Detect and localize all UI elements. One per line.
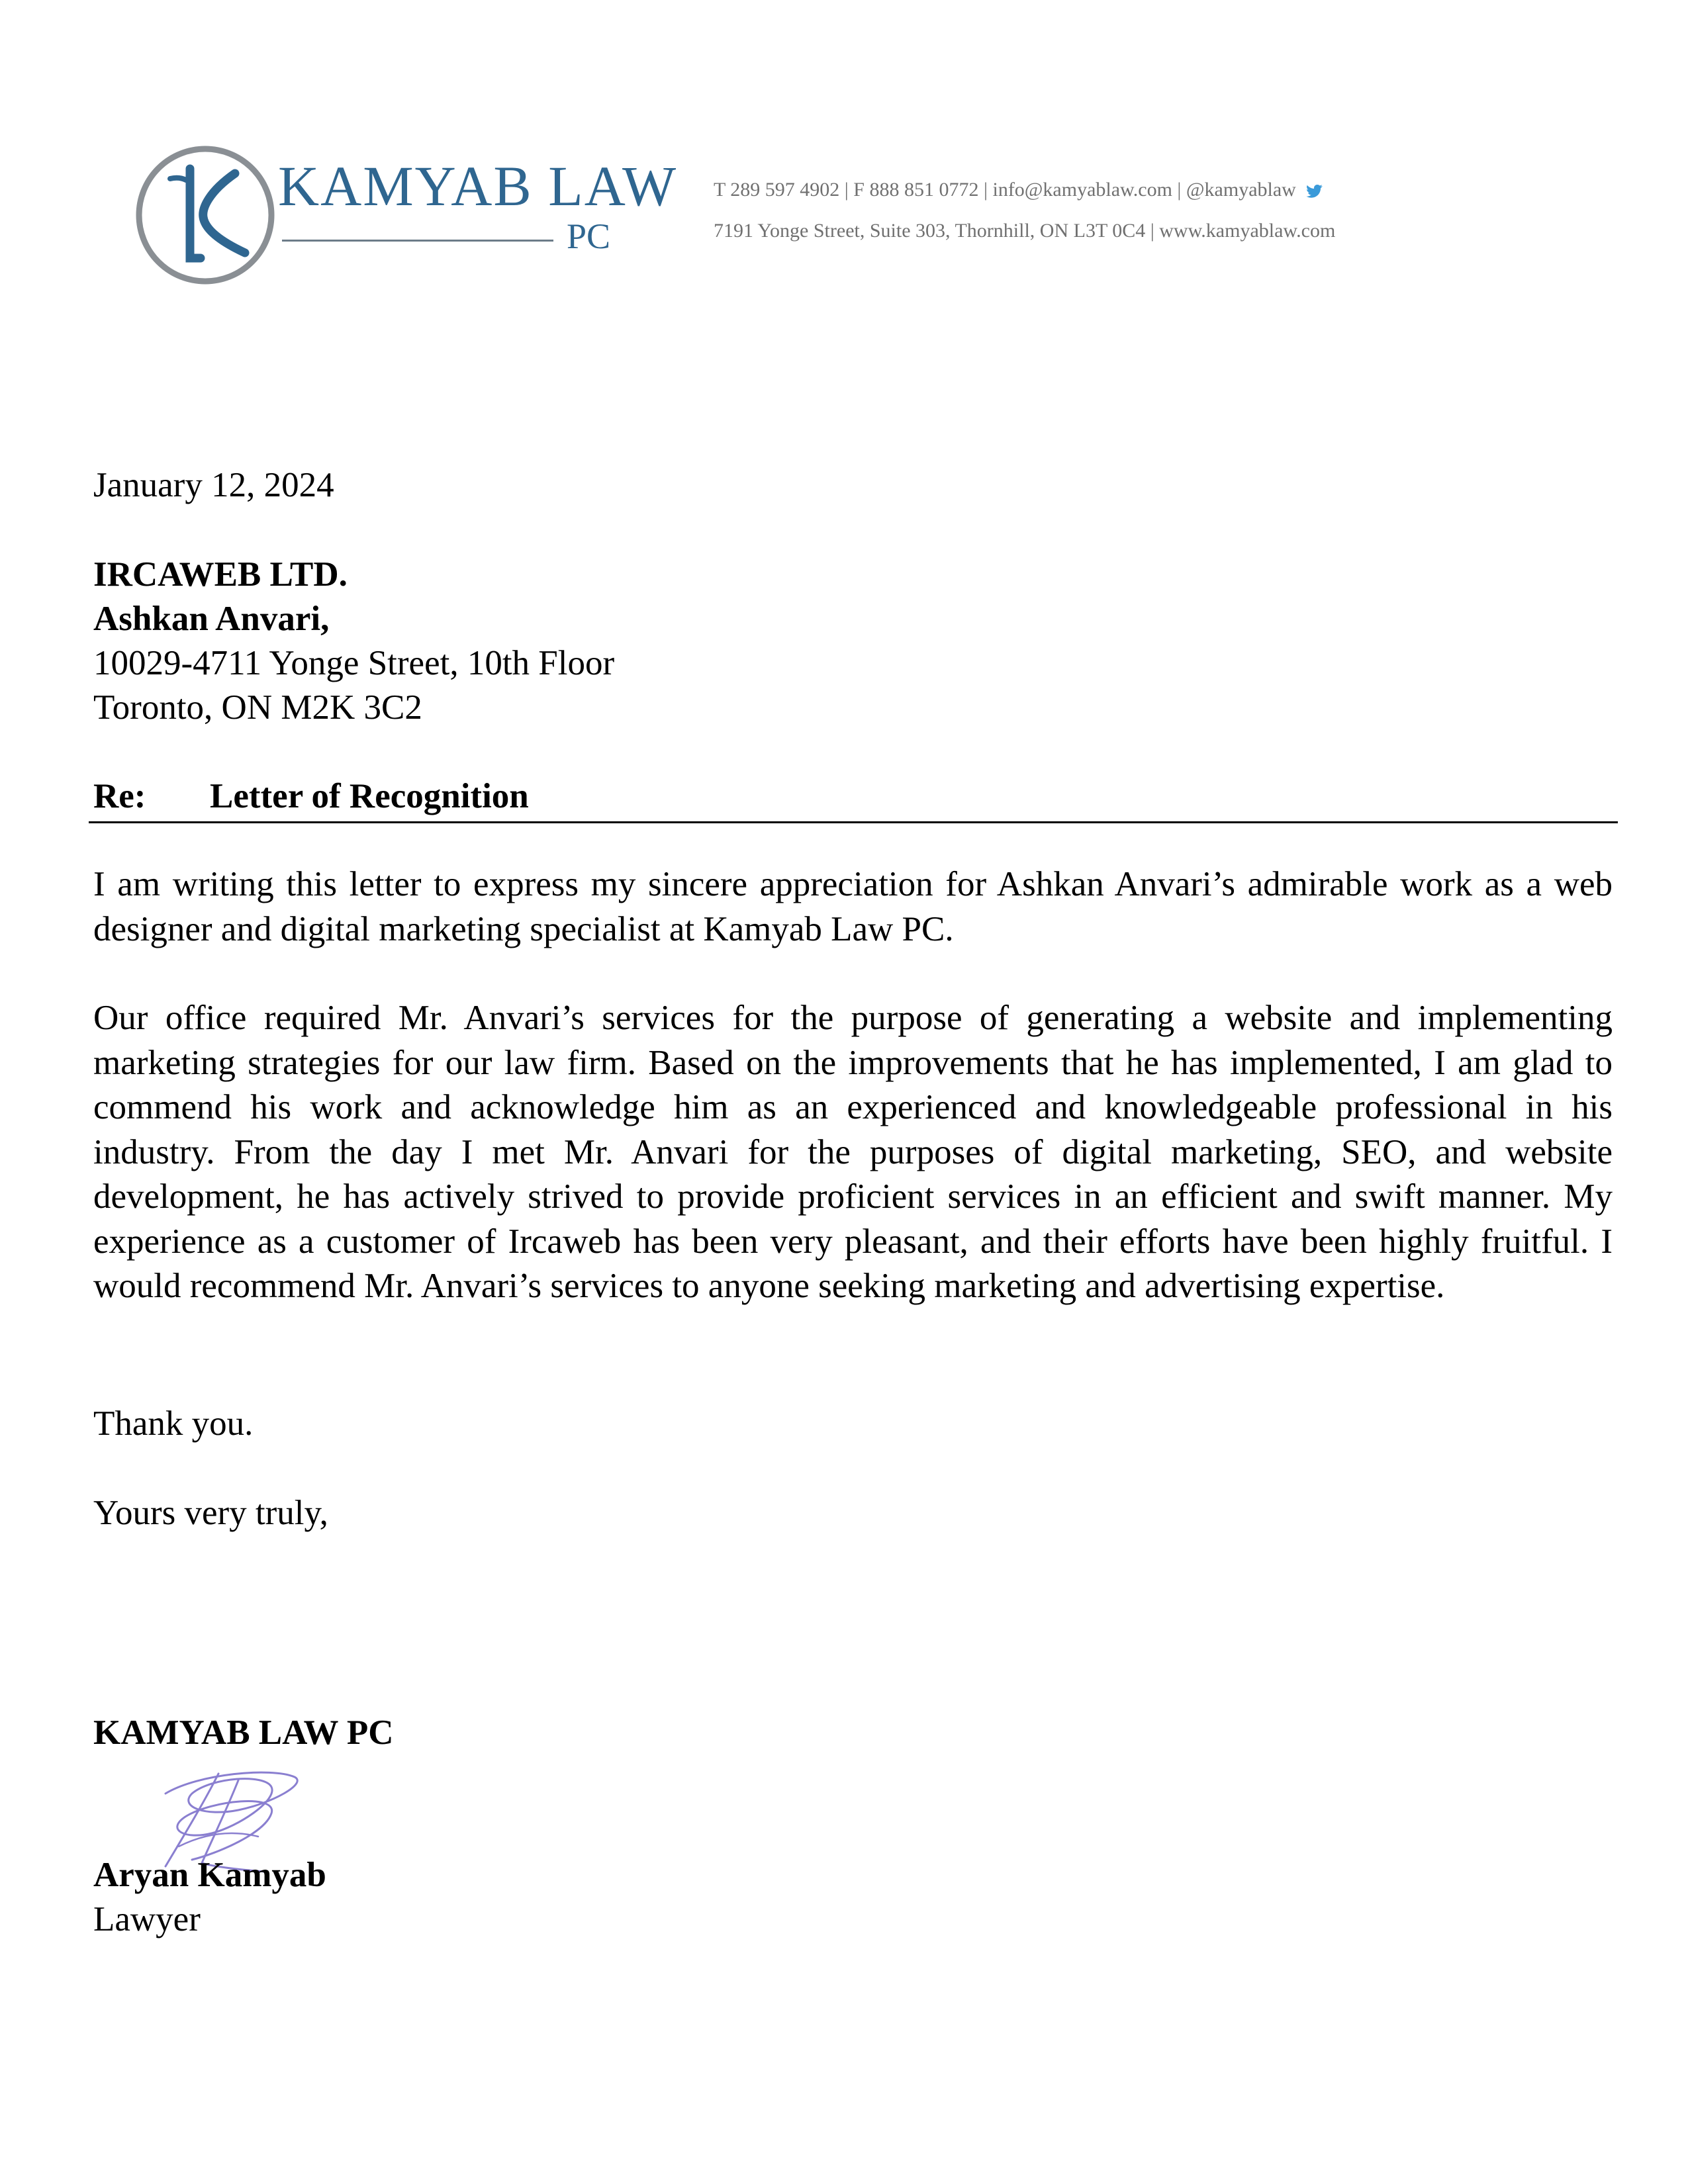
contact-line-phone-email xyxy=(714,180,1323,200)
letter-date: January 12, 2024 xyxy=(93,466,334,504)
signer-name: Aryan Kamyab xyxy=(93,1856,326,1894)
contact-line-1-text: T 289 597 4902 | F 888 851 0772 | info@kamyablaw.com | @kamyablaw xyxy=(714,179,1296,201)
brand-name: KAMYAB LAW xyxy=(278,154,678,218)
twitter-icon xyxy=(1306,184,1323,199)
recipient-name: Ashkan Anvari, xyxy=(93,600,330,638)
subject-underline xyxy=(89,821,1618,823)
recipient-address-line-1: 10029-4711 Yonge Street, 10th Floor xyxy=(93,644,615,682)
body-paragraph-1: I am writing this letter to express my sincere appreciation for Ashkan Anvari’s admirable work as a web designer and digital marketing specialist at Kamyab Law PC. xyxy=(93,865,1613,948)
brand-suffix: PC xyxy=(567,216,611,256)
body-paragraph-2: Our office required Mr. Anvari’s services for the purpose of generating a website and implementing marketing strategies for our law firm. Based on the improvements that he has implemented, I am glad to commend his work and acknowledge him as an experienced and knowledgeable professional in his industry. From the day I met Mr. Anvari for the purposes of digital marketing, SEO, and website development, he has actively strived to provide proficient services in an efficient and swift manner. My experience as a customer of Ircaweb has been very pleasant, and their efforts have been highly fruitful. I would recommend Mr. Anvari’s services to anyone seeking marketing and advertising expertise. xyxy=(93,999,1613,1305)
recipient-company: IRCAWEB LTD. xyxy=(93,555,348,594)
closing-line: Yours very truly, xyxy=(93,1494,328,1532)
subject-text: Letter of Recognition xyxy=(210,777,529,815)
thanks-line: Thank you. xyxy=(93,1404,254,1443)
signer-title: Lawyer xyxy=(93,1900,201,1938)
subject-line xyxy=(93,774,529,819)
subject-label: Re: xyxy=(93,777,146,815)
letterhead xyxy=(0,0,1688,304)
logo-circle-icon xyxy=(129,139,281,291)
brand-divider xyxy=(282,240,553,242)
firm-signoff: KAMYAB LAW PC xyxy=(93,1713,394,1752)
recipient-address-line-2: Toronto, ON M2K 3C2 xyxy=(93,688,422,727)
contact-line-address-web: 7191 Yonge Street, Suite 303, Thornhill, ON L3T 0C4 | www.kamyablaw.com xyxy=(714,220,1336,242)
